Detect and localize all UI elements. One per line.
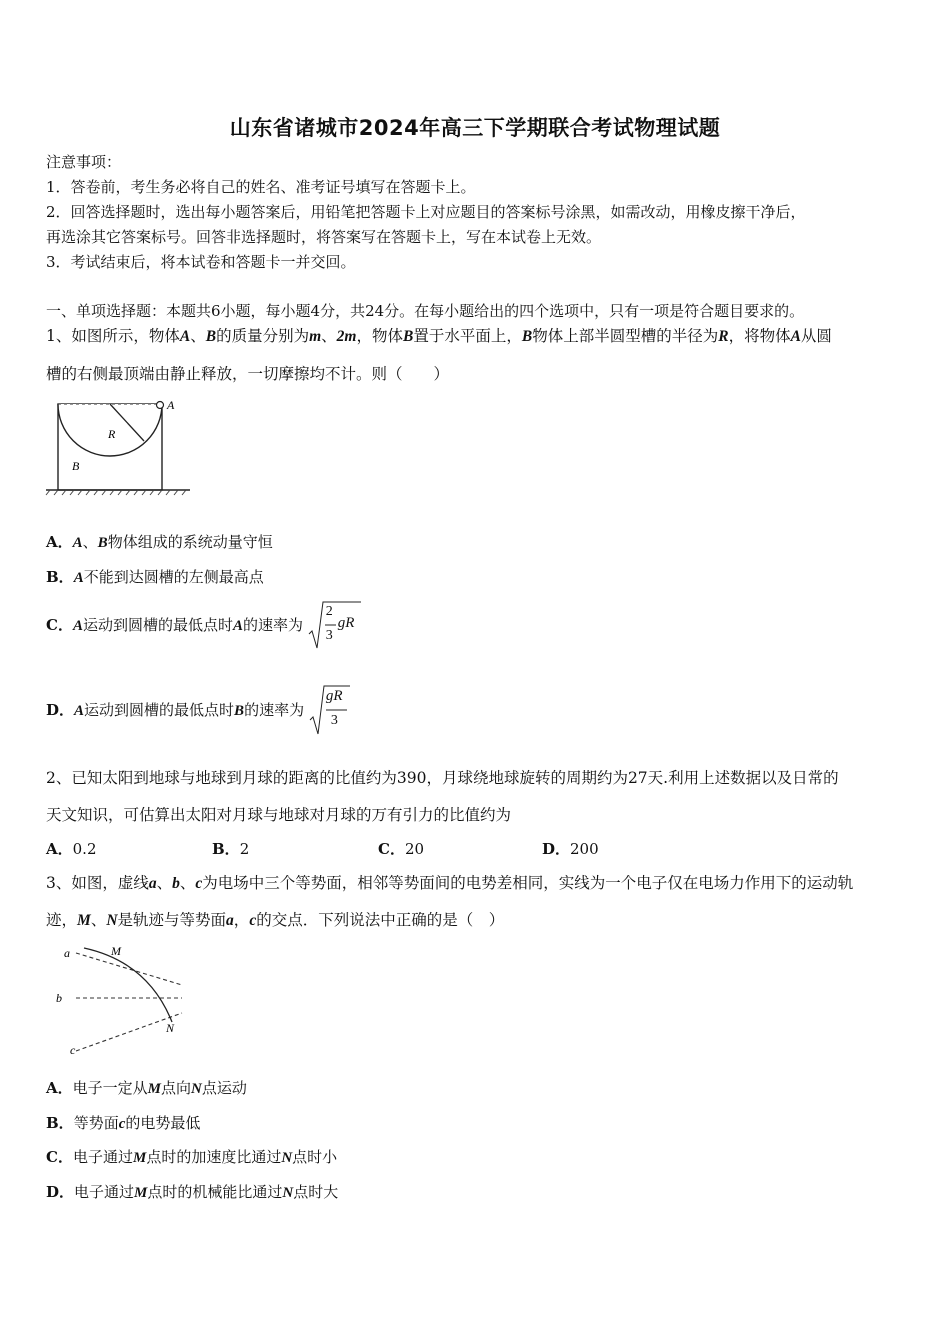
q1-option-c[interactable]: C．A运动到圆槽的最低点时A的速率为 2 3 gR [46,600,362,650]
notice-heading: 注意事项： [46,153,122,171]
label-a: a [64,946,70,960]
notice-item: 再选涂其它答案标号。回答非选择题时，将答案写在答题卡上，写在本试卷上无效。 [46,228,602,246]
q1-option-d[interactable]: D．A运动到圆槽的最低点时B的速率为 gR 3 [46,684,351,736]
q3-option-b[interactable]: B．等势面c的电势最低 [46,1114,201,1132]
section-heading: 一、单项选择题：本题共6小题，每小题4分，共24分。在每小题给出的四个选项中，只有一项是符合题目要求的。 [46,302,805,320]
figure-equipotential [56,940,196,1058]
notice-item: 1．答卷前，考生务必将自己的姓名、准考证号填写在答题卡上。 [46,178,476,196]
question-3-line-1: 3、如图，虚线a、b、c为电场中三个等势面，相邻等势面间的电势差相同，实线为一个电子仅在电场力作用下的运动轨 [46,874,854,892]
sqrt-gr-3: gR 3 [309,684,351,736]
figure-semicircle-groove [44,398,194,496]
label-b: b [56,991,62,1005]
q3-option-d[interactable]: D．电子通过M点时的机械能比通过N点时大 [46,1183,339,1201]
label-r: R [108,427,116,441]
notice-item: 3．考试结束后，将本试卷和答题卡一并交回。 [46,253,356,271]
sqrt-2-3-gr: 2 3 gR [308,600,362,650]
label-c: c [70,1043,76,1057]
q3-option-a[interactable]: A．电子一定从M点向N点运动 [46,1079,247,1097]
q2-option-d[interactable]: D．200 [542,840,599,858]
label-m: M [111,944,121,958]
label-b: B [72,459,80,473]
question-2-line-2: 天文知识，可估算出太阳对月球与地球对月球的万有引力的比值约为 [46,806,512,824]
page-title: 山东省诸城市2024年高三下学期联合考试物理试题 [229,116,721,140]
label-a: A [167,398,175,412]
question-1-line-1: 1、如图所示，物体A、B的质量分别为m、2m，物体B置于水平面上，B物体上部半圆型槽的半径为R，将物体A从圆 [46,327,832,345]
q2-option-a[interactable]: A．0.2 [46,840,97,858]
question-2-line-1: 2、已知太阳到地球与地球到月球的距离的比值约为390，月球绕地球旋转的周期约为27天.利用上述数据以及日常的 [46,769,839,787]
q2-option-c[interactable]: C．20 [378,840,425,858]
question-1-line-2: 槽的右侧最顶端由静止释放，一切摩擦均不计。则（ ） [46,365,450,383]
question-3-line-2: 迹，M、N是轨迹与等势面a，c的交点．下列说法中正确的是（ ） [46,911,505,929]
q1-option-a[interactable]: A．A、B物体组成的系统动量守恒 [46,533,273,551]
q1-option-b[interactable]: B．A不能到达圆槽的左侧最高点 [46,568,264,586]
label-n: N [166,1021,175,1035]
q2-option-b[interactable]: B．2 [212,840,250,858]
q3-option-c[interactable]: C．电子通过M点时的加速度比通过N点时小 [46,1148,338,1166]
ball-a [157,402,164,409]
equipotential-a [76,953,182,985]
notice-item: 2．回答选择题时，选出每小题答案后，用铅笔把答题卡上对应题目的答案标号涂黑，如需改动，用橡皮擦干净后， [46,203,806,221]
